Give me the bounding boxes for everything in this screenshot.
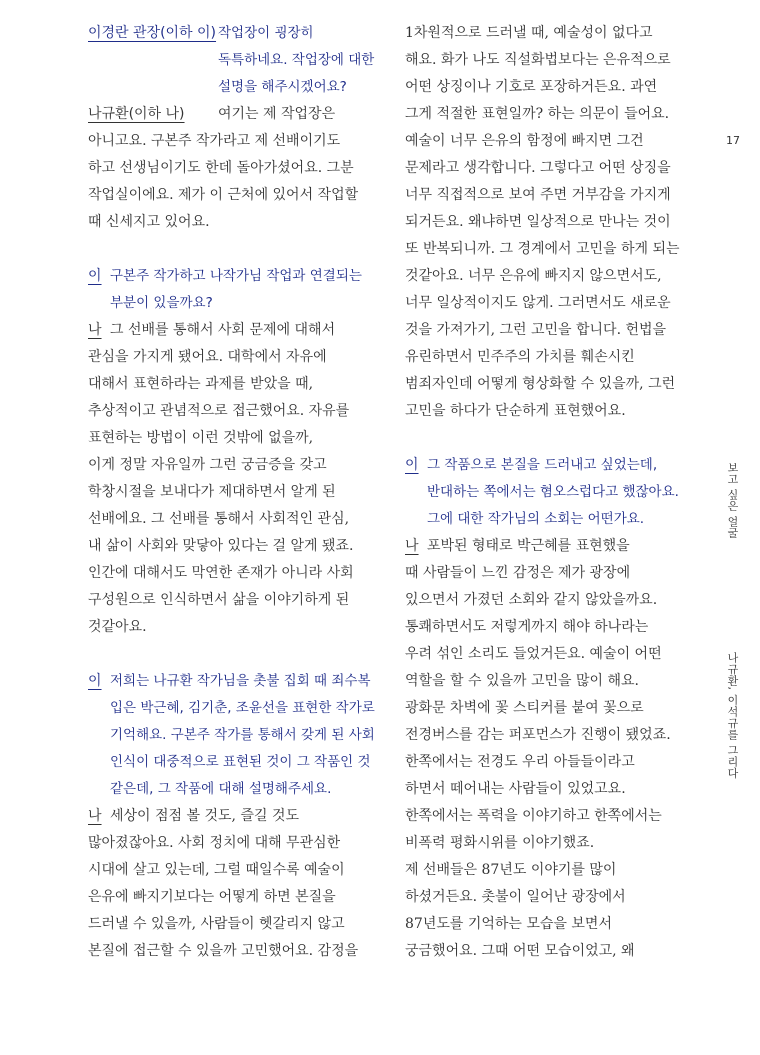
question-line: 그 작품으로 본질을 드러내고 싶었는데, (427, 457, 658, 473)
question-line: 그에 대한 작가님의 소회는 어떤가요. (427, 511, 645, 527)
answer-line: 추상적이고 관념적으로 접근했어요. 자유를 (88, 403, 350, 419)
question-row (405, 452, 419, 479)
running-title: 보고 싶은 얼굴 (726, 462, 739, 539)
answer-line: 광화문 차벽에 꽃 스티커를 붙여 꽃으로 (405, 700, 644, 716)
answer-first-line: 그 선배를 통해서 사회 문제에 대해서 (110, 322, 336, 338)
answer-line: 우려 섞인 소리도 들었거든요. 예술이 어떤 (405, 646, 662, 662)
question-line: 반대하는 쪽에서는 혐오스럽다고 했잖아요. (427, 484, 679, 500)
question-line: 기억해요. 구본주 작가를 통해서 갖게 된 사회 (110, 727, 375, 743)
answer-line: 역할을 할 수 있을까 고민을 많이 해요. (405, 673, 640, 689)
running-subtitle: 나규환, 이석규를 그리다 (726, 652, 739, 779)
answer-line: 내 삶이 사회와 맞닿아 있다는 걸 알게 됐죠. (88, 538, 354, 554)
answer-line: 해요. 화가 나도 직설화법보다는 은유적으로 (405, 52, 671, 68)
question-tag: 이 (405, 457, 419, 473)
speaker-interviewer: 이경란 관장(이하 이) (88, 25, 217, 41)
answer-line: 것같아요. (88, 619, 147, 635)
intro-row (88, 20, 216, 47)
answer-line: 너무 일상적이지도 않게. 그러면서도 새로운 (405, 295, 671, 311)
question-line: 부분이 있을까요? (110, 295, 213, 311)
answer-tag: 나 (88, 808, 102, 824)
answer-tag: 나 (405, 538, 419, 554)
answer-line: 하면서 떼어내는 사람들이 있었고요. (405, 781, 626, 797)
answer-line: 되거든요. 왜냐하면 일상적으로 만나는 것이 (405, 214, 671, 230)
question-line: 입은 박근혜, 김기춘, 조윤선을 표현한 작가로 (110, 700, 375, 716)
answer-line: 작업실이에요. 제가 이 근처에 있어서 작업할 (88, 187, 359, 203)
answer-row (88, 803, 102, 830)
question-line: 인식이 대중적으로 표현된 것이 그 작품인 것 (110, 754, 371, 770)
answer-line: 한쪽에서는 전경도 우리 아들들이라고 (405, 754, 635, 770)
answer-line: 때 사람들이 느낀 감정은 제가 광장에 (405, 565, 631, 581)
answer-line: 것같아요. 너무 은유에 빠지지 않으면서도, (405, 268, 662, 284)
answer-line: 시대에 살고 있는데, 그럴 때일수록 예술이 (88, 862, 345, 878)
question-tag: 이 (88, 673, 102, 689)
answer-line: 구성원으로 인식하면서 삶을 이야기하게 된 (88, 592, 350, 608)
answer-line: 궁금했어요. 그때 어떤 모습이었고, 왜 (405, 943, 635, 959)
answer-line: 너무 직접적으로 보여 주면 거부감을 가지게 (405, 187, 671, 203)
answer-line: 많아졌잖아요. 사회 정치에 대해 무관심한 (88, 835, 341, 851)
answer-line: 선배에요. 그 선배를 통해서 사회적인 관심, (88, 511, 350, 527)
answer-line: 고민을 하다가 단순하게 표현했어요. (405, 403, 626, 419)
answer-line: 표현하는 방법이 이런 것밖에 없을까, (88, 430, 314, 446)
answer-line: 본질에 접근할 수 있을까 고민했어요. 감정을 (88, 943, 359, 959)
answer-line: 한쪽에서는 폭력을 이야기하고 한쪽에서는 (405, 808, 662, 824)
answer-line: 전경버스를 감는 퍼포먼스가 진행이 됐었죠. (405, 727, 671, 743)
answer-line: 관심을 가지게 됐어요. 대학에서 자유에 (88, 349, 327, 365)
answer-line: 또 반복되니까. 그 경계에서 고민을 하게 되는 (405, 241, 680, 257)
question-row (88, 668, 102, 695)
answer-line: 대해서 표현하라는 과제를 받았을 때, (88, 376, 314, 392)
answer-line: 드러낼 수 있을까, 사람들이 헷갈리지 않고 (88, 916, 345, 932)
intro-answer-row (88, 101, 185, 128)
answer-line: 문제라고 생각합니다. 그렇다고 어떤 상징을 (405, 160, 671, 176)
intro-question-line: 설명을 해주시겠어요? (218, 79, 347, 95)
answer-line: 하셨거든요. 촛불이 일어난 광장에서 (405, 889, 626, 905)
answer-line: 어떤 상징이나 기호로 포장하거든요. 과연 (405, 79, 658, 95)
answer-line: 예술이 너무 은유의 함정에 빠지면 그건 (405, 133, 644, 149)
question-tag: 이 (88, 268, 102, 284)
answer-line: 범죄자인데 어떻게 형상화할 수 있을까, 그런 (405, 376, 676, 392)
answer-row (88, 317, 102, 344)
answer-first-line: 포박된 형태로 박근혜를 표현했을 (427, 538, 630, 554)
answer-line: 제 선배들은 87년도 이야기를 많이 (405, 862, 617, 878)
answer-first-line: 세상이 점점 볼 것도, 즐길 것도 (110, 808, 299, 824)
answer-line: 인간에 대해서도 막연한 존재가 아니라 사회 (88, 565, 354, 581)
answer-line: 은유에 빠지기보다는 어떻게 하면 본질을 (88, 889, 336, 905)
question-line: 저희는 나규환 작가님을 촛불 집회 때 죄수복 (110, 673, 371, 689)
answer-line: 1차원적으로 드러낼 때, 예술성이 없다고 (405, 25, 653, 41)
intro-question-line: 독특하네요. 작업장에 대한 (218, 52, 375, 68)
answer-line: 통쾌하면서도 저렇게까지 해야 하나라는 (405, 619, 649, 635)
answer-row (405, 533, 419, 560)
speaker-artist: 나규환(이하 나) (88, 106, 185, 122)
question-line: 구본주 작가하고 나작가님 작업과 연결되는 (110, 268, 362, 284)
intro-answer-first-line: 여기는 제 작업장은 (218, 106, 336, 122)
answer-line: 학창시절을 보내다가 제대하면서 알게 된 (88, 484, 336, 500)
question-line: 같은데, 그 작품에 대해 설명해주세요. (110, 781, 332, 797)
answer-line: 있으면서 가졌던 소회와 같지 않았을까요. (405, 592, 658, 608)
question-row (88, 263, 102, 290)
answer-tag: 나 (88, 322, 102, 338)
answer-line: 그게 적절한 표현일까? 하는 의문이 들어요. (405, 106, 670, 122)
answer-line: 비폭력 평화시위를 이야기했죠. (405, 835, 595, 851)
answer-line: 때 신세지고 있어요. (88, 214, 210, 230)
answer-line: 것을 가져가기, 그런 고민을 합니다. 헌법을 (405, 322, 667, 338)
answer-line: 하고 선생님이기도 한데 돌아가셨어요. 그분 (88, 160, 354, 176)
answer-line: 87년도를 기억하는 모습을 보면서 (405, 916, 612, 932)
answer-line: 아니고요. 구본주 작가라고 제 선배이기도 (88, 133, 341, 149)
page-number: 17 (726, 134, 740, 147)
intro-question-line: 작업장이 굉장히 (218, 25, 314, 41)
answer-line: 유린하면서 민주주의 가치를 훼손시킨 (405, 349, 635, 365)
answer-line: 이게 정말 자유일까 그런 궁금증을 갖고 (88, 457, 327, 473)
